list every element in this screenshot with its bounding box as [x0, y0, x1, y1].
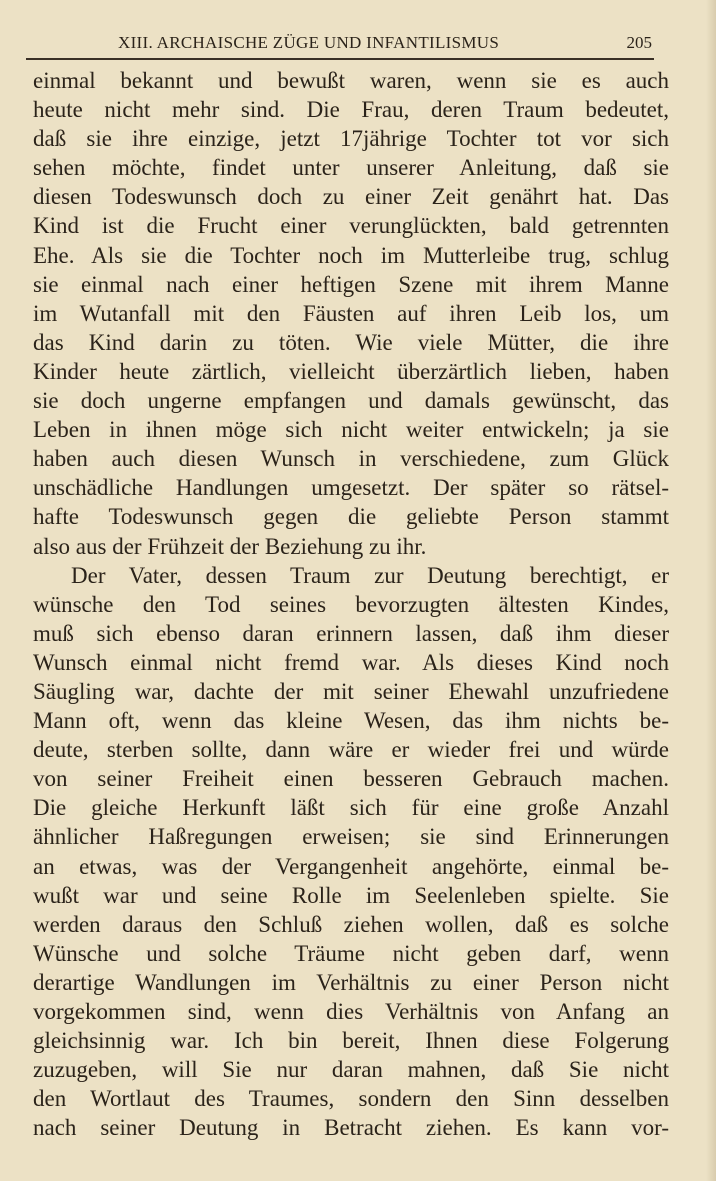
text-line: hafte Todeswunsch gegen die geliebte Person stammt: [33, 504, 669, 530]
text-line: daß sie ihre einzige, jetzt 17jährige Tochter tot vor sich: [33, 126, 669, 152]
text-line: Säugling war, dachte der mit seiner Ehewahl unzufriedene: [33, 678, 669, 704]
text-line: zuzugeben, will Sie nur daran mahnen, daß Sie nicht: [33, 1057, 669, 1083]
text-line: vorgekommen sind, wenn dies Verhältnis von Anfang an: [33, 999, 669, 1024]
text-line: das Kind darin zu töten. Wie viele Mütter, die ihre: [33, 329, 669, 355]
text-line: Der Vater, dessen Traum zur Deutung berechtigt, er: [71, 562, 669, 588]
text-line: sehen möchte, findet unter unserer Anleitung, daß sie: [33, 155, 669, 181]
text-line: haben auch diesen Wunsch in verschiedene, zum Glück: [33, 446, 669, 472]
text-line: Wunsch einmal nicht fremd war. Als dieses Kind noch: [33, 649, 669, 675]
text-line: Kind ist die Frucht einer verunglückten, bald getrennten: [33, 213, 669, 239]
text-line: wußt war und seine Rolle im Seelenleben spielte. Sie: [33, 882, 669, 908]
text-line: Leben in ihnen möge sich nicht weiter entwickeln; ja sie: [33, 417, 669, 443]
text-line: wünsche den Tod seines bevorzugten ältesten Kindes,: [33, 591, 669, 617]
running-header: [26, 28, 654, 60]
text-line: einmal bekannt und bewußt waren, wenn sie es auch: [33, 68, 669, 93]
paragraph-2: [33, 561, 669, 1143]
text-line: sie einmal nach einer heftigen Szene mit ihrem Manne: [33, 271, 669, 297]
paragraph-1: [33, 66, 669, 561]
text-line: an etwas, was der Vergangenheit angehörte, einmal be-: [33, 853, 669, 879]
text-line: von seiner Freiheit einen besseren Gebrauch machen.: [33, 766, 669, 792]
text-line: unschädliche Handlungen umgesetzt. Der später so rätsel-: [33, 475, 669, 501]
text-line: heute nicht mehr sind. Die Frau, deren Traum bedeutet,: [33, 97, 669, 123]
text-line: Wünsche und solche Träume nicht geben darf, wenn: [33, 940, 669, 966]
text-line: Kinder heute zärtlich, vielleicht überzärtlich lieben, haben: [33, 358, 669, 384]
text-line: im Wutanfall mit den Fäusten auf ihren Leib los, um: [33, 300, 669, 326]
text-line: gleichsinnig war. Ich bin bereit, Ihnen diese Folgerung: [33, 1028, 669, 1054]
text-line: also aus der Frühzeit der Beziehung zu ihr.: [33, 533, 427, 559]
text-line: deute, sterben sollte, dann wäre er wieder frei und würde: [33, 737, 669, 763]
text-line: sie doch ungerne empfangen und damals gewünscht, das: [33, 388, 669, 414]
page-edge-shadow: [706, 0, 716, 1181]
text-line: derartige Wandlungen im Verhältnis zu einer Person nicht: [33, 969, 669, 995]
text-line: Ehe. Als sie die Tochter noch im Mutterleibe trug, schlug: [33, 242, 669, 268]
page-number: 205: [626, 33, 652, 52]
text-line: Mann oft, wenn das kleine Wesen, das ihm nichts be-: [33, 708, 669, 734]
text-line: muß sich ebenso daran erinnern lassen, daß ihm dieser: [33, 620, 669, 646]
text-line: Die gleiche Herkunft läßt sich für eine große Anzahl: [33, 795, 669, 821]
body-text: [33, 66, 669, 1142]
text-line: den Wortlaut des Traumes, sondern den Sinn desselben: [33, 1086, 669, 1112]
running-title: XIII. ARCHAISCHE ZÜGE UND INFANTILISMUS: [118, 33, 500, 52]
text-line: werden daraus den Schluß ziehen wollen, daß es solche: [33, 911, 669, 937]
text-line: ähnlicher Haßregungen erweisen; sie sind Erinnerungen: [33, 824, 669, 850]
text-line: nach seiner Deutung in Betracht ziehen. Es kann vor-: [33, 1115, 669, 1141]
text-line: diesen Todeswunsch doch zu einer Zeit genährt hat. Das: [33, 184, 669, 210]
